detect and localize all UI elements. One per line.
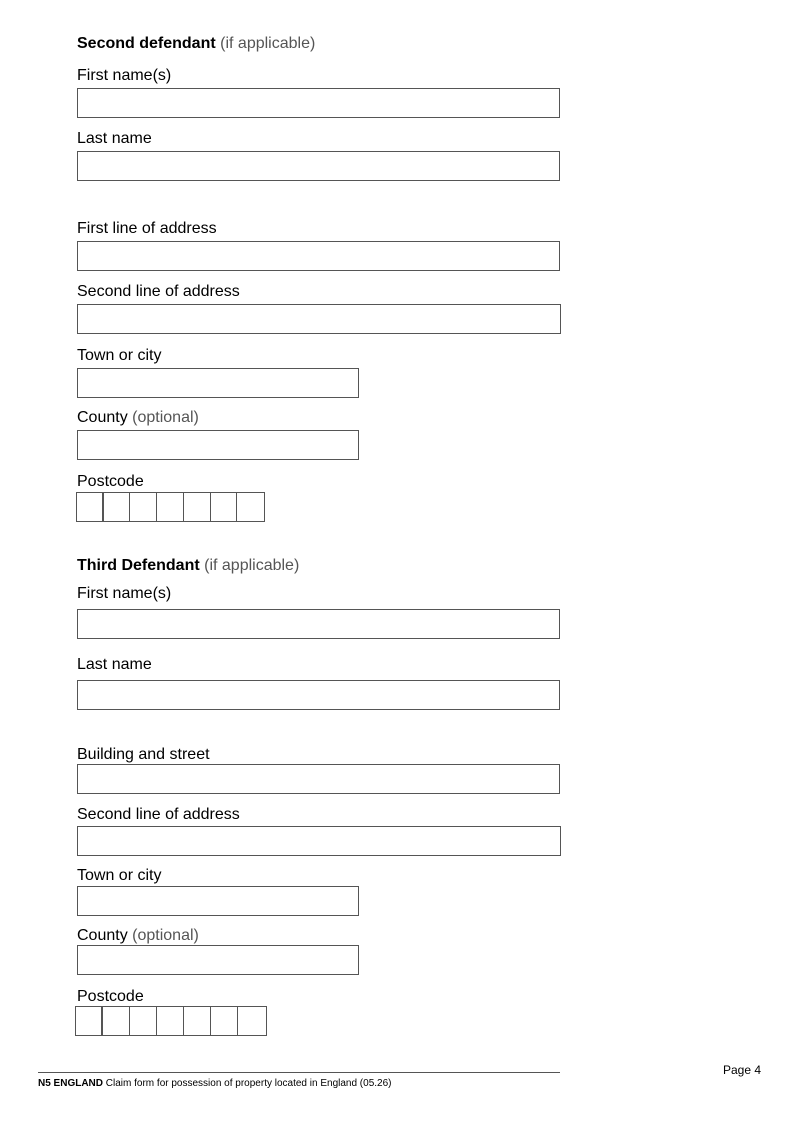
second-defendant-heading: Second defendant (if applicable) — [77, 35, 316, 52]
postcode-cell[interactable] — [157, 493, 184, 521]
third-defendant-first-names-input[interactable] — [77, 609, 560, 639]
second-defendant-first-names-label: First name(s) — [77, 67, 172, 84]
second-defendant-address-line2-input[interactable] — [77, 304, 561, 334]
third-defendant-address-line2-label: Second line of address — [77, 806, 240, 823]
postcode-cell[interactable] — [103, 1007, 130, 1035]
second-defendant-last-name-input[interactable] — [77, 151, 560, 181]
third-defendant-county-input[interactable] — [77, 945, 359, 975]
postcode-cell[interactable] — [184, 1007, 211, 1035]
postcode-cell[interactable] — [238, 1007, 265, 1035]
page-number: Page 4 — [723, 1063, 762, 1077]
third-defendant-town-input[interactable] — [77, 886, 359, 916]
postcode-cell[interactable] — [76, 1007, 103, 1035]
second-defendant-county-note: (optional) — [132, 409, 199, 426]
postcode-cell[interactable] — [130, 1007, 157, 1035]
postcode-cell[interactable] — [77, 493, 104, 521]
second-defendant-county-input[interactable] — [77, 430, 359, 460]
postcode-cell[interactable] — [211, 1007, 238, 1035]
third-defendant-postcode-input[interactable] — [75, 1006, 267, 1036]
postcode-cell[interactable] — [184, 493, 211, 521]
third-defendant-county-label: County (optional) — [77, 927, 199, 944]
third-defendant-town-label: Town or city — [77, 867, 162, 884]
second-defendant-postcode-input[interactable] — [76, 492, 265, 522]
second-defendant-last-name-label: Last name — [77, 130, 152, 147]
second-defendant-address-line2-label: Second line of address — [77, 283, 240, 300]
postcode-cell[interactable] — [237, 493, 264, 521]
postcode-cell[interactable] — [130, 493, 157, 521]
postcode-cell[interactable] — [157, 1007, 184, 1035]
third-defendant-address-line1-label: Building and street — [77, 746, 210, 763]
footer-form-title: N5 ENGLAND Claim form for possession of property located in England (05.26) — [38, 1078, 392, 1089]
second-defendant-heading-note: (if applicable) — [220, 35, 316, 52]
second-defendant-address-line1-label: First line of address — [77, 220, 217, 237]
second-defendant-first-names-input[interactable] — [77, 88, 560, 118]
third-defendant-postcode-label: Postcode — [77, 988, 144, 1005]
second-defendant-town-label: Town or city — [77, 347, 162, 364]
second-defendant-town-input[interactable] — [77, 368, 359, 398]
footer-divider — [38, 1072, 560, 1073]
third-defendant-heading: Third Defendant (if applicable) — [77, 557, 300, 574]
third-defendant-address-line1-input[interactable] — [77, 764, 560, 794]
third-defendant-first-names-label: First name(s) — [77, 585, 172, 602]
third-defendant-county-note: (optional) — [132, 927, 199, 944]
third-defendant-address-line2-input[interactable] — [77, 826, 561, 856]
postcode-cell[interactable] — [104, 493, 131, 521]
second-defendant-postcode-label: Postcode — [77, 473, 144, 490]
third-defendant-last-name-label: Last name — [77, 656, 152, 673]
third-defendant-heading-note: (if applicable) — [204, 557, 300, 574]
footer-form-code: N5 ENGLAND — [38, 1078, 104, 1089]
third-defendant-last-name-input[interactable] — [77, 680, 560, 710]
second-defendant-county-label: County (optional) — [77, 409, 199, 426]
postcode-cell[interactable] — [211, 493, 238, 521]
second-defendant-address-line1-input[interactable] — [77, 241, 560, 271]
